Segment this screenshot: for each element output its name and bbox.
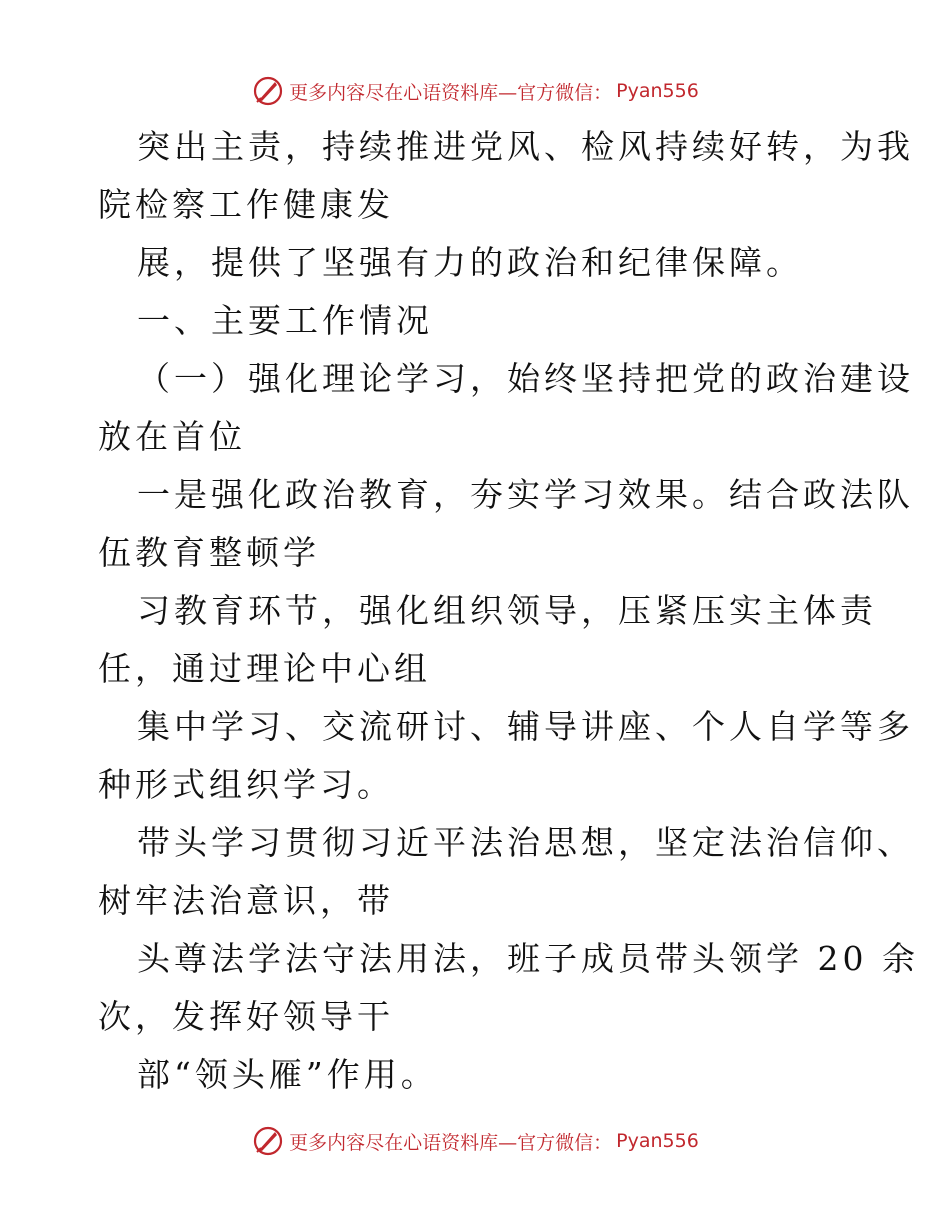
document-body	[98, 118, 919, 1104]
feather-pen-logo-icon	[251, 74, 285, 108]
paragraph-line: 种形式组织学习。	[98, 765, 394, 804]
paragraph-line: 院检察工作健康发	[98, 185, 394, 224]
banner-wechat-id: Pyan556	[616, 80, 699, 102]
paragraph-line: 头尊法学法守法用法，班子成员带头领学 20 余	[137, 939, 919, 978]
banner-text: 更多内容尽在心语资料库—官方微信：	[289, 81, 613, 104]
paragraph-line: 突出主责，持续推进党风、检风持续好转，为我	[137, 127, 914, 166]
paragraph-line: 习教育环节，强化组织领导，压紧压实主体责	[137, 591, 877, 630]
header-banner	[0, 74, 950, 108]
paragraph-line: 一、主要工作情况	[137, 301, 433, 340]
paragraph-line: 伍教育整顿学	[98, 533, 320, 572]
feather-pen-logo-icon	[251, 1124, 285, 1158]
paragraph-line: 树牢法治意识，带	[98, 881, 394, 920]
paragraph-line: 放在首位	[98, 417, 246, 456]
paragraph-line: 部“领头雁”作用。	[137, 1055, 438, 1094]
banner-wechat-id: Pyan556	[616, 1130, 699, 1152]
paragraph-line: 次，发挥好领导干	[98, 997, 394, 1036]
paragraph-line: 展，提供了坚强有力的政治和纪律保障。	[137, 243, 803, 282]
paragraph-line: 一是强化政治教育，夯实学习效果。结合政法队	[137, 475, 914, 514]
footer-banner	[0, 1124, 950, 1158]
paragraph-line: 集中学习、交流研讨、辅导讲座、个人自学等多	[137, 707, 914, 746]
paragraph-line: 任，通过理论中心组	[98, 649, 431, 688]
paragraph-line: 带头学习贯彻习近平法治思想，坚定法治信仰、	[137, 823, 914, 862]
paragraph-line: （一）强化理论学习，始终坚持把党的政治建设	[137, 359, 914, 398]
banner-text: 更多内容尽在心语资料库—官方微信：	[289, 1131, 613, 1154]
